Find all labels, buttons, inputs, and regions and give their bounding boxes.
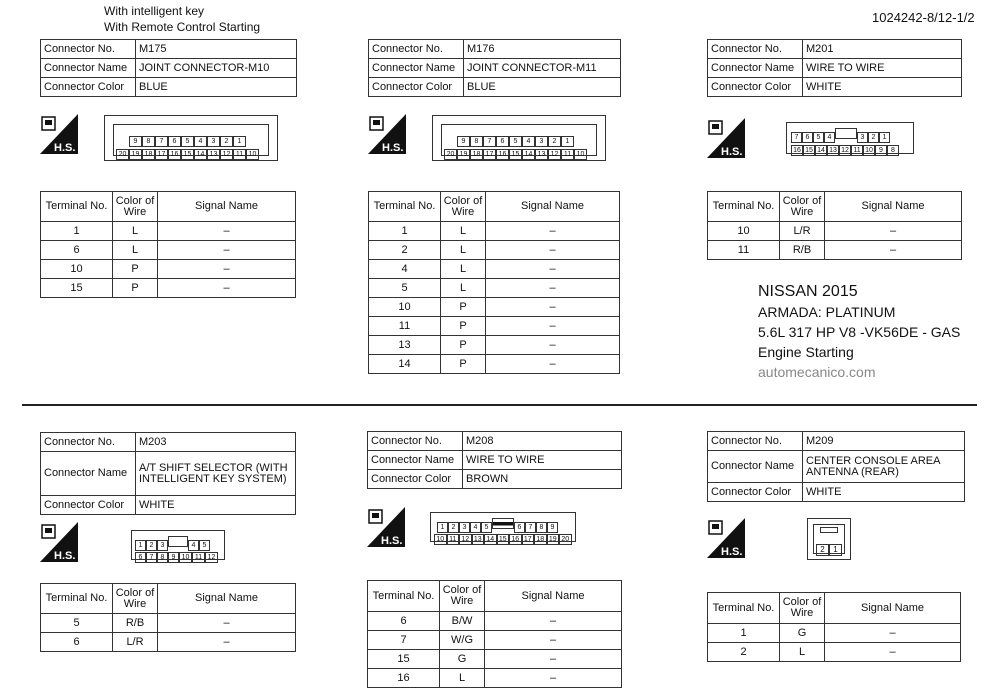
pin: 13 bbox=[827, 145, 839, 156]
pin: 8 bbox=[887, 145, 899, 156]
pin: 11 bbox=[192, 552, 205, 563]
vehicle-engine: 5.6L 317 HP V8 -VK56DE - GAS bbox=[758, 324, 961, 340]
table-cell: 11 bbox=[708, 241, 780, 260]
connector-no: M201 bbox=[803, 40, 962, 59]
pin-row-bottom bbox=[135, 546, 218, 564]
col-terminal-no: Terminal No. bbox=[41, 192, 113, 222]
table-row bbox=[369, 298, 620, 317]
pin: 2 bbox=[868, 132, 879, 143]
header-line-1: With intelligent key bbox=[104, 4, 205, 18]
table-cell: L/R bbox=[780, 222, 825, 241]
table-row bbox=[41, 260, 296, 279]
pin: 4 bbox=[188, 540, 199, 551]
table-row bbox=[368, 612, 622, 631]
label-connector-no: Connector No. bbox=[41, 40, 136, 59]
col-signal-name: Signal Name bbox=[158, 584, 296, 614]
table-cell: L bbox=[440, 669, 485, 688]
terminal-block-m208 bbox=[367, 580, 622, 688]
pin: 5 bbox=[813, 132, 824, 143]
table-cell: 14 bbox=[369, 355, 441, 374]
vehicle-info bbox=[758, 282, 960, 382]
connector-color: WHITE bbox=[136, 496, 296, 515]
label-connector-name: Connector Name bbox=[41, 59, 136, 78]
table-cell: – bbox=[825, 241, 962, 260]
pin: 4 bbox=[522, 136, 535, 147]
connector-info-table bbox=[707, 431, 965, 502]
table-cell: 13 bbox=[369, 336, 441, 355]
label-connector-no: Connector No. bbox=[369, 40, 464, 59]
table-row bbox=[41, 222, 296, 241]
table-cell: L bbox=[441, 279, 486, 298]
table-cell: P bbox=[113, 279, 158, 298]
pin: 16 bbox=[168, 149, 181, 160]
col-wire-color: Color of Wire bbox=[441, 192, 486, 222]
pin: 20 bbox=[444, 149, 457, 160]
pin: 10 bbox=[434, 534, 447, 545]
pin: 14 bbox=[484, 534, 497, 545]
pin: 10 bbox=[574, 149, 587, 160]
table-cell: 1 bbox=[41, 222, 113, 241]
table-cell: – bbox=[485, 669, 622, 688]
pin: 4 bbox=[470, 522, 481, 533]
pin: 7 bbox=[146, 552, 157, 563]
pin: 7 bbox=[483, 136, 496, 147]
pin: 1 bbox=[135, 540, 146, 551]
pin: 6 bbox=[135, 552, 146, 563]
col-terminal-no: Terminal No. bbox=[368, 581, 440, 612]
pin: 20 bbox=[116, 149, 129, 160]
pin: 1 bbox=[437, 522, 448, 533]
pin: 9 bbox=[129, 136, 142, 147]
label-connector-color: Connector Color bbox=[41, 496, 136, 515]
connector-info-table bbox=[368, 39, 621, 97]
table-cell: 6 bbox=[41, 241, 113, 260]
table-cell: R/B bbox=[113, 614, 158, 633]
col-wire-color: Color of Wire bbox=[780, 593, 825, 624]
table-cell: P bbox=[441, 298, 486, 317]
pin: 3 bbox=[857, 132, 868, 143]
table-cell: P bbox=[441, 355, 486, 374]
pin: 16 bbox=[496, 149, 509, 160]
pin: 6 bbox=[514, 522, 525, 533]
label-connector-name: Connector Name bbox=[708, 59, 803, 78]
pin: 11 bbox=[447, 534, 460, 545]
connector-face-m176 bbox=[432, 115, 606, 161]
pin: 6 bbox=[168, 136, 181, 147]
table-cell: – bbox=[158, 222, 296, 241]
pin: 5 bbox=[481, 522, 492, 533]
pin: 12 bbox=[205, 552, 218, 563]
pin: 19 bbox=[547, 534, 560, 545]
pin: 14 bbox=[815, 145, 827, 156]
pin: 7 bbox=[791, 132, 802, 143]
connector-block-m203 bbox=[40, 432, 296, 515]
terminal-block-m176 bbox=[368, 191, 620, 374]
table-cell: 16 bbox=[368, 669, 440, 688]
pin: 8 bbox=[157, 552, 168, 563]
connector-block-m208 bbox=[367, 431, 622, 489]
table-cell: 5 bbox=[41, 614, 113, 633]
pin: 3 bbox=[207, 136, 220, 147]
table-cell: L bbox=[441, 241, 486, 260]
pin: 8 bbox=[536, 522, 547, 533]
pin: 13 bbox=[535, 149, 548, 160]
table-row bbox=[41, 279, 296, 298]
terminal-table bbox=[707, 191, 962, 260]
table-cell: L bbox=[780, 643, 825, 662]
connector-color: BROWN bbox=[463, 470, 622, 489]
connector-no: M176 bbox=[464, 40, 621, 59]
pin: 15 bbox=[497, 534, 510, 545]
pin-row-bottom bbox=[116, 143, 259, 161]
pin: 6 bbox=[496, 136, 509, 147]
connector-face-m209 bbox=[807, 518, 851, 560]
table-cell: – bbox=[158, 633, 296, 652]
table-cell: 6 bbox=[368, 612, 440, 631]
connector-color: WHITE bbox=[803, 483, 965, 502]
pin: 20 bbox=[559, 534, 572, 545]
table-cell: – bbox=[486, 222, 620, 241]
label-connector-name: Connector Name bbox=[41, 452, 136, 496]
table-row bbox=[369, 355, 620, 374]
table-cell: – bbox=[158, 260, 296, 279]
pin: 10 bbox=[246, 149, 259, 160]
pin: 3 bbox=[157, 540, 168, 551]
table-cell: – bbox=[486, 355, 620, 374]
connector-info-table bbox=[40, 432, 296, 515]
hs-icon bbox=[707, 518, 745, 563]
connector-name: A/T SHIFT SELECTOR (WITH INTELLIGENT KEY SYSTEM) bbox=[136, 452, 296, 496]
table-cell: – bbox=[486, 241, 620, 260]
col-wire-color: Color of Wire bbox=[113, 192, 158, 222]
table-cell: 10 bbox=[41, 260, 113, 279]
hs-icon bbox=[367, 507, 405, 552]
col-terminal-no: Terminal No. bbox=[369, 192, 441, 222]
table-row bbox=[369, 279, 620, 298]
pin-row bbox=[816, 539, 842, 557]
connector-info-table bbox=[367, 431, 622, 489]
col-signal-name: Signal Name bbox=[485, 581, 622, 612]
terminal-table bbox=[367, 580, 622, 688]
col-wire-color: Color of Wire bbox=[113, 584, 158, 614]
table-cell: – bbox=[486, 279, 620, 298]
table-cell: – bbox=[825, 643, 961, 662]
terminal-block-m201 bbox=[707, 191, 962, 260]
connector-block-m175 bbox=[40, 39, 297, 97]
label-connector-color: Connector Color bbox=[708, 78, 803, 97]
document-id: 1024242-8/12-1/2 bbox=[872, 10, 975, 25]
table-cell: 7 bbox=[368, 631, 440, 650]
connector-color: BLUE bbox=[136, 78, 297, 97]
table-row bbox=[368, 669, 622, 688]
hs-icon bbox=[707, 118, 745, 163]
connector-no: M203 bbox=[136, 433, 296, 452]
table-cell: R/B bbox=[780, 241, 825, 260]
pin: 1 bbox=[879, 132, 890, 143]
col-signal-name: Signal Name bbox=[486, 192, 620, 222]
terminal-block-m203 bbox=[40, 583, 296, 652]
pin: 10 bbox=[179, 552, 192, 563]
table-cell: 10 bbox=[708, 222, 780, 241]
vehicle-make-year: NISSAN 2015 bbox=[758, 283, 858, 300]
table-row bbox=[41, 241, 296, 260]
section-divider bbox=[22, 404, 977, 406]
table-row bbox=[369, 222, 620, 241]
label-connector-color: Connector Color bbox=[41, 78, 136, 97]
hs-label: H.S. bbox=[382, 142, 404, 154]
vehicle-model: ARMADA: PLATINUM bbox=[758, 304, 896, 320]
pin: 2 bbox=[146, 540, 157, 551]
col-wire-color: Color of Wire bbox=[780, 192, 825, 222]
pin: 5 bbox=[199, 540, 210, 551]
table-cell: 15 bbox=[41, 279, 113, 298]
pin: 11 bbox=[233, 149, 246, 160]
connector-block-m201 bbox=[707, 39, 962, 97]
pin: 9 bbox=[168, 552, 179, 563]
terminal-table bbox=[40, 191, 296, 298]
pin: 7 bbox=[155, 136, 168, 147]
table-cell: L bbox=[113, 222, 158, 241]
pin: 17 bbox=[522, 534, 535, 545]
pin: 16 bbox=[509, 534, 522, 545]
connector-face-m203 bbox=[131, 530, 225, 560]
connector-name: WIRE TO WIRE bbox=[803, 59, 962, 78]
table-cell: W/G bbox=[440, 631, 485, 650]
col-signal-name: Signal Name bbox=[825, 593, 961, 624]
table-cell: – bbox=[485, 631, 622, 650]
hs-label: H.S. bbox=[381, 535, 403, 547]
pin: 12 bbox=[548, 149, 561, 160]
table-cell: B/W bbox=[440, 612, 485, 631]
table-cell: 11 bbox=[369, 317, 441, 336]
hs-label: H.S. bbox=[721, 546, 743, 558]
table-row bbox=[41, 614, 296, 633]
pin: 2 bbox=[816, 544, 829, 556]
label-connector-name: Connector Name bbox=[708, 451, 803, 483]
connector-name: WIRE TO WIRE bbox=[463, 451, 622, 470]
table-row bbox=[708, 643, 961, 662]
table-cell: 5 bbox=[369, 279, 441, 298]
pin: 6 bbox=[802, 132, 813, 143]
table-cell: P bbox=[441, 317, 486, 336]
table-row bbox=[368, 631, 622, 650]
pin: 19 bbox=[129, 149, 142, 160]
terminal-table bbox=[40, 583, 296, 652]
table-row bbox=[368, 650, 622, 669]
pin: 9 bbox=[547, 522, 558, 533]
table-cell: – bbox=[486, 260, 620, 279]
pin: 1 bbox=[233, 136, 246, 147]
table-cell: L bbox=[441, 222, 486, 241]
table-cell: – bbox=[158, 241, 296, 260]
label-connector-color: Connector Color bbox=[708, 483, 803, 502]
connector-face-m208 bbox=[430, 512, 576, 542]
table-cell: 2 bbox=[369, 241, 441, 260]
connector-face-m201 bbox=[786, 122, 914, 154]
table-cell: 4 bbox=[369, 260, 441, 279]
header-line-2: With Remote Control Starting bbox=[104, 20, 261, 34]
pin: 5 bbox=[181, 136, 194, 147]
table-cell: – bbox=[485, 650, 622, 669]
table-row bbox=[369, 317, 620, 336]
pin: 19 bbox=[457, 149, 470, 160]
hs-label: H.S. bbox=[54, 142, 76, 154]
hs-icon bbox=[40, 522, 78, 567]
pin: 18 bbox=[142, 149, 155, 160]
table-cell: 10 bbox=[369, 298, 441, 317]
label-connector-no: Connector No. bbox=[41, 433, 136, 452]
hs-label: H.S. bbox=[721, 146, 743, 158]
table-cell: – bbox=[825, 624, 961, 643]
connector-color: WHITE bbox=[803, 78, 962, 97]
pin: 9 bbox=[875, 145, 887, 156]
label-connector-no: Connector No. bbox=[708, 432, 803, 451]
pin: 12 bbox=[839, 145, 851, 156]
table-cell: – bbox=[486, 298, 620, 317]
connector-block-m209 bbox=[707, 431, 965, 502]
label-connector-color: Connector Color bbox=[368, 470, 463, 489]
pin: 9 bbox=[457, 136, 470, 147]
pin: 8 bbox=[142, 136, 155, 147]
label-connector-no: Connector No. bbox=[368, 432, 463, 451]
table-cell: – bbox=[825, 222, 962, 241]
col-terminal-no: Terminal No. bbox=[708, 593, 780, 624]
pin: 2 bbox=[448, 522, 459, 533]
pin-row-bottom bbox=[434, 528, 572, 546]
pin: 15 bbox=[803, 145, 815, 156]
table-row bbox=[369, 336, 620, 355]
table-row bbox=[369, 260, 620, 279]
vehicle-section: Engine Starting bbox=[758, 344, 854, 360]
table-cell: G bbox=[440, 650, 485, 669]
table-cell: L bbox=[113, 241, 158, 260]
table-row bbox=[369, 241, 620, 260]
hs-icon bbox=[368, 114, 406, 159]
table-cell: 1 bbox=[708, 624, 780, 643]
table-cell: P bbox=[441, 336, 486, 355]
table-cell: L bbox=[441, 260, 486, 279]
table-row bbox=[41, 633, 296, 652]
label-connector-color: Connector Color bbox=[369, 78, 464, 97]
table-row bbox=[708, 624, 961, 643]
table-cell: – bbox=[158, 279, 296, 298]
pin: 17 bbox=[483, 149, 496, 160]
pin: 5 bbox=[509, 136, 522, 147]
pin: 16 bbox=[791, 145, 803, 156]
pin: 4 bbox=[194, 136, 207, 147]
pin: 7 bbox=[525, 522, 536, 533]
col-wire-color: Color of Wire bbox=[440, 581, 485, 612]
connector-no: M175 bbox=[136, 40, 297, 59]
pin: 15 bbox=[509, 149, 522, 160]
pin: 14 bbox=[522, 149, 535, 160]
col-signal-name: Signal Name bbox=[158, 192, 296, 222]
pin: 10 bbox=[863, 145, 875, 156]
pin: 17 bbox=[155, 149, 168, 160]
pin: 14 bbox=[194, 149, 207, 160]
table-cell: G bbox=[780, 624, 825, 643]
terminal-block-m209 bbox=[707, 592, 961, 662]
terminal-block-m175 bbox=[40, 191, 296, 298]
connector-no: M208 bbox=[463, 432, 622, 451]
table-cell: 2 bbox=[708, 643, 780, 662]
pin: 3 bbox=[535, 136, 548, 147]
label-connector-name: Connector Name bbox=[368, 451, 463, 470]
connector-name: CENTER CONSOLE AREA ANTENNA (REAR) bbox=[803, 451, 965, 483]
hs-label: H.S. bbox=[54, 550, 76, 562]
table-cell: – bbox=[486, 336, 620, 355]
connector-info-table bbox=[707, 39, 962, 97]
pin: 15 bbox=[181, 149, 194, 160]
pin: 2 bbox=[220, 136, 233, 147]
pin: 3 bbox=[459, 522, 470, 533]
pin: 18 bbox=[470, 149, 483, 160]
table-cell: – bbox=[486, 317, 620, 336]
label-connector-name: Connector Name bbox=[369, 59, 464, 78]
connector-name: JOINT CONNECTOR-M11 bbox=[464, 59, 621, 78]
table-row bbox=[708, 241, 962, 260]
hs-icon bbox=[40, 114, 78, 159]
terminal-table bbox=[707, 592, 961, 662]
col-terminal-no: Terminal No. bbox=[708, 192, 780, 222]
lock-tab bbox=[835, 128, 857, 139]
pin: 11 bbox=[561, 149, 574, 160]
connector-face-m175 bbox=[104, 115, 278, 161]
pin: 12 bbox=[459, 534, 472, 545]
pin: 4 bbox=[824, 132, 835, 143]
terminal-table bbox=[368, 191, 620, 374]
table-cell: L/R bbox=[113, 633, 158, 652]
connector-no: M209 bbox=[803, 432, 965, 451]
table-cell: 6 bbox=[41, 633, 113, 652]
pin: 2 bbox=[548, 136, 561, 147]
table-cell: P bbox=[113, 260, 158, 279]
table-cell: 15 bbox=[368, 650, 440, 669]
label-connector-no: Connector No. bbox=[708, 40, 803, 59]
watermark: automecanico.com bbox=[758, 364, 876, 380]
table-cell: – bbox=[158, 614, 296, 633]
connector-color: BLUE bbox=[464, 78, 621, 97]
table-row bbox=[708, 222, 962, 241]
connector-block-m176 bbox=[368, 39, 621, 97]
col-signal-name: Signal Name bbox=[825, 192, 962, 222]
pin: 18 bbox=[534, 534, 547, 545]
connector-info-table bbox=[40, 39, 297, 97]
pin: 8 bbox=[470, 136, 483, 147]
table-cell: – bbox=[485, 612, 622, 631]
pin: 1 bbox=[829, 544, 842, 556]
pin: 13 bbox=[207, 149, 220, 160]
pin: 11 bbox=[851, 145, 863, 156]
table-cell: 1 bbox=[369, 222, 441, 241]
pin: 12 bbox=[220, 149, 233, 160]
col-terminal-no: Terminal No. bbox=[41, 584, 113, 614]
connector-name: JOINT CONNECTOR-M10 bbox=[136, 59, 297, 78]
pin-row-bottom bbox=[791, 139, 899, 157]
pin: 13 bbox=[472, 534, 485, 545]
pin: 1 bbox=[561, 136, 574, 147]
pin-row-bottom bbox=[444, 143, 587, 161]
